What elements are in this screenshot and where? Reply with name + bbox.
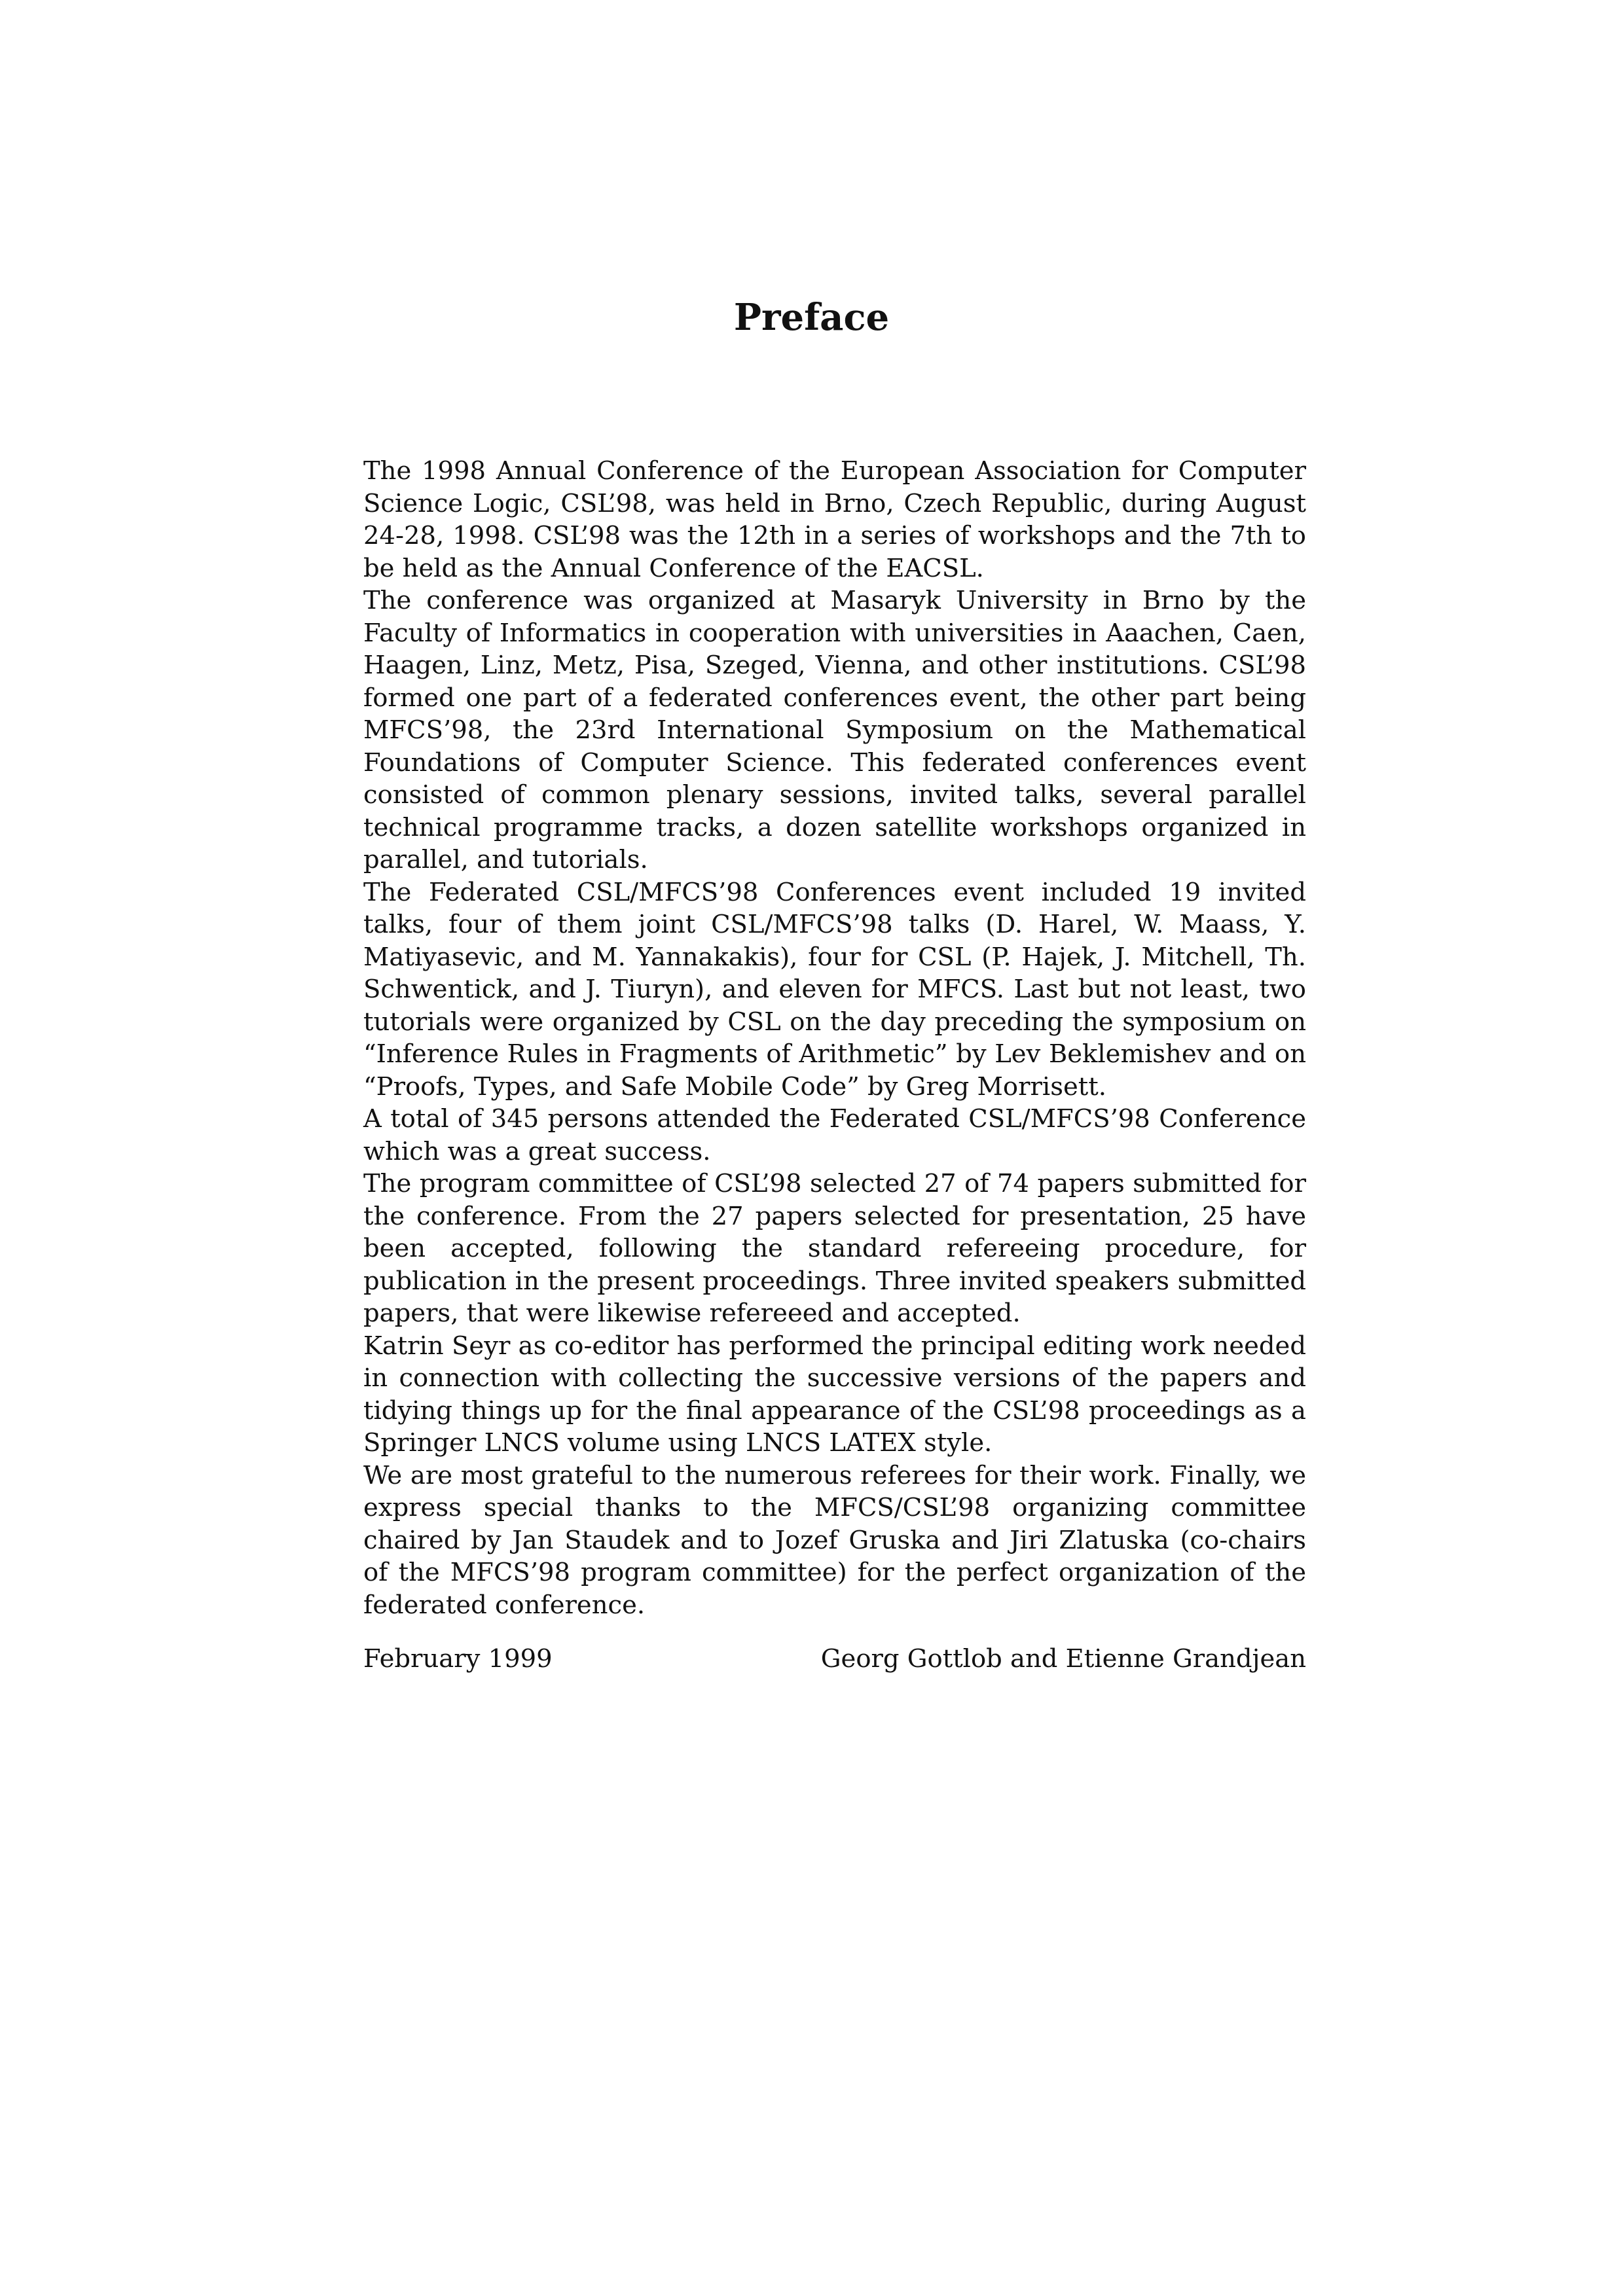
signature-line <box>363 1643 1306 1676</box>
paragraph: The Federated CSL/MFCS’98 Conferences event included 19 invited talks, four of them joint CSL/MFCS’98 talks (D. Harel, W. Maass, Y. Matiyasevic, and M. Yannakakis), four for CSL (P. Hajek, J. Mitchell, Th. Schwentick, and J. Tiuryn), and eleven for MFCS. Last but not least, two tutorials were organized by CSL on the day preceding the symposium on “Inference Rules in Fragments of Arithmetic” by Lev Beklemishev and on “Proofs, Types, and Safe Mobile Code” by Greg Morrisett. <box>363 877 1306 1102</box>
date: February 1999 <box>363 1644 553 1674</box>
paragraph: Katrin Seyr as co-editor has performed the principal editing work needed in connection with collecting the successive versions of the papers and tidying things up for the final appearance of the CSL’98 proceedings as a Springer LNCS volume using LNCS LATEX style. <box>363 1331 1306 1458</box>
paragraph: We are most grateful to the numerous referees for their work. Finally, we express special thanks to the MFCS/CSL’98 organizing committee chaired by Jan Staudek and to Jozef Gruska and Jiri Zlatuska (co-chairs of the MFCS’98 program committee) for the perfect organization of the federated conference. <box>363 1460 1306 1620</box>
preface-body <box>363 455 1306 1621</box>
paragraph: The 1998 Annual Conference of the European Association for Computer Science Logic, CSL’98, was held in Brno, Czech Republic, during August 24-28, 1998. CSL’98 was the 12th in a series of workshops and the 7th to be held as the Annual Conference of the EACSL. <box>363 456 1306 583</box>
authors: Georg Gottlob and Etienne Grandjean <box>820 1644 1306 1674</box>
paragraph: The program committee of CSL’98 selected 27 of 74 papers submitted for the conference. From the 27 papers selected for presentation, 25 have been accepted, following the standard refereeing procedure, for publication in the present proceedings. Three invited speakers submitted papers, that were likewise refereeed and accepted. <box>363 1169 1306 1328</box>
page-title: Preface <box>733 296 890 339</box>
paragraph: A total of 345 persons attended the Federated CSL/MFCS’98 Conference which was a great success. <box>363 1104 1306 1166</box>
paragraph: The conference was organized at Masaryk University in Brno by the Faculty of Informatics in cooperation with universities in Aaachen, Caen, Haagen, Linz, Metz, Pisa, Szeged, Vienna, and other institutions. CSL’98 formed one part of a federated conferences event, the other part being MFCS’98, the 23rd International Symposium on the Mathematical Foundations of Computer Science. This federated conferences event consisted of common plenary sessions, invited talks, several parallel technical programme tracks, a dozen satellite workshops organized in parallel, and tutorials. <box>363 586 1306 874</box>
